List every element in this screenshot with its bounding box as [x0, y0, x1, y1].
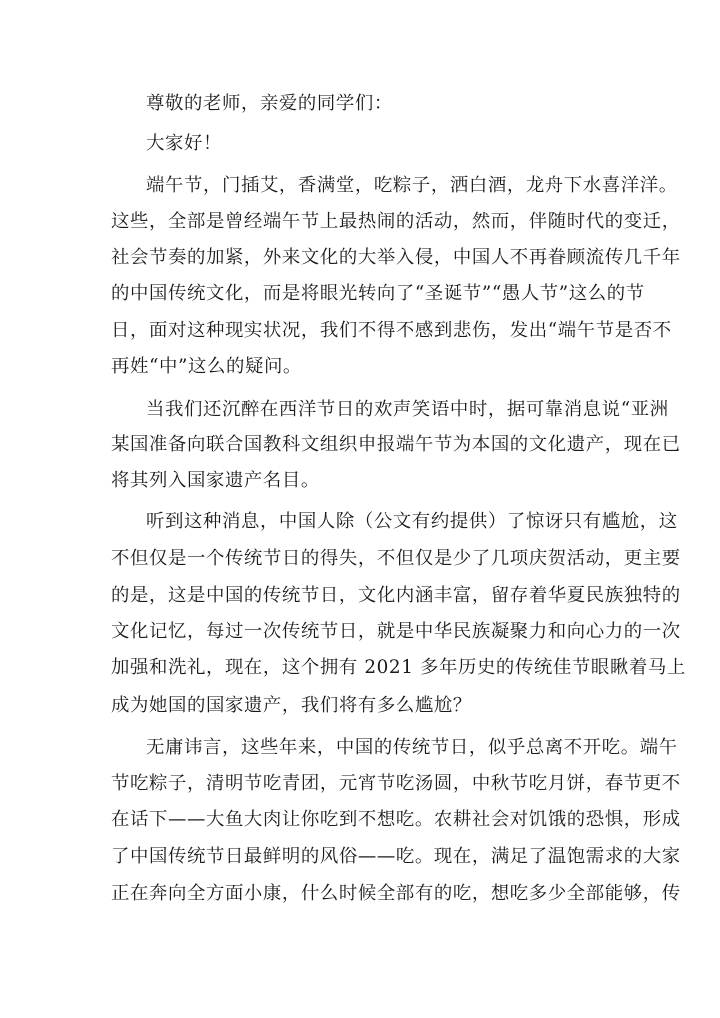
paragraph-3-line-6: 成为她国的国家遗产，我们将有多么尴尬？: [111, 695, 472, 716]
paragraph-3-line-2: 不但仅是一个传统节日的得失，不但仅是少了几项庆贺活动，更主要: [111, 548, 681, 569]
paragraph-2-line-3: 将其列入国家遗产名目。: [111, 470, 320, 491]
paragraph-4-line-4: 了中国传统节日最鲜明的风俗——吃。现在，满足了温饱需求的大家: [111, 846, 681, 867]
paragraph-3-line-4: 文化记忆，每过一次传统节日，就是中华民族凝聚力和向心力的一次: [111, 621, 681, 642]
paragraph-3-line-3: 的是，这是中国的传统节日，文化内涵丰富，留存着华夏民族独特的: [111, 585, 681, 606]
paragraph-2-line-1: 当我们还沉醉在西洋节日的欢声笑语中时，据可靠消息说“亚洲: [146, 399, 669, 420]
greeting-line: 尊敬的老师，亲爱的同学们：: [146, 93, 393, 114]
paragraph-1-line-6: 再姓“中”这么的疑问。: [111, 356, 302, 377]
paragraph-4-line-3: 在话下——大鱼大肉让你吃到不想吃。农耕社会对饥饿的恐惧，形成: [111, 809, 681, 830]
paragraph-4-line-1: 无庸讳言，这些年来，中国的传统节日，似乎总离不开吃。端午: [146, 737, 678, 758]
salutation-line: 大家好！: [146, 133, 222, 154]
paragraph-1-line-3: 社会节奏的加紧，外来文化的大举入侵，中国人不再眷顾流传几千年: [111, 247, 681, 268]
paragraph-3-line-1: 听到这种消息，中国人除（公文有约提供）了惊讶只有尴尬，这: [146, 511, 678, 532]
paragraph-2-line-2: 某国准备向联合国教科文组织申报端午节为本国的文化遗产，现在已: [111, 434, 681, 455]
paragraph-1-line-1: 端午节，门插艾，香满堂，吃粽子，洒白酒，龙舟下水喜洋洋。: [146, 175, 678, 196]
paragraph-3-line-5: 加强和洗礼，现在，这个拥有 2021 多年历史的传统佳节眼瞅着马上: [111, 657, 686, 678]
paragraph-4-line-2: 节吃粽子，清明节吃青团，元宵节吃汤圆，中秋节吃月饼，春节更不: [111, 773, 681, 794]
paragraph-1-line-5: 日，面对这种现实状况，我们不得不感到悲伤，发出“端午节是否不: [111, 320, 672, 341]
paragraph-1-line-4: 的中国传统文化，而是将眼光转向了“圣诞节”“愚人节”这么的节: [111, 283, 645, 304]
paragraph-1-line-2: 这些，全部是曾经端午节上最热闹的活动，然而，伴随时代的变迁，: [111, 211, 681, 232]
paragraph-4-line-5: 正在奔向全方面小康，什么时候全部有的吃，想吃多少全部能够，传: [111, 883, 681, 904]
